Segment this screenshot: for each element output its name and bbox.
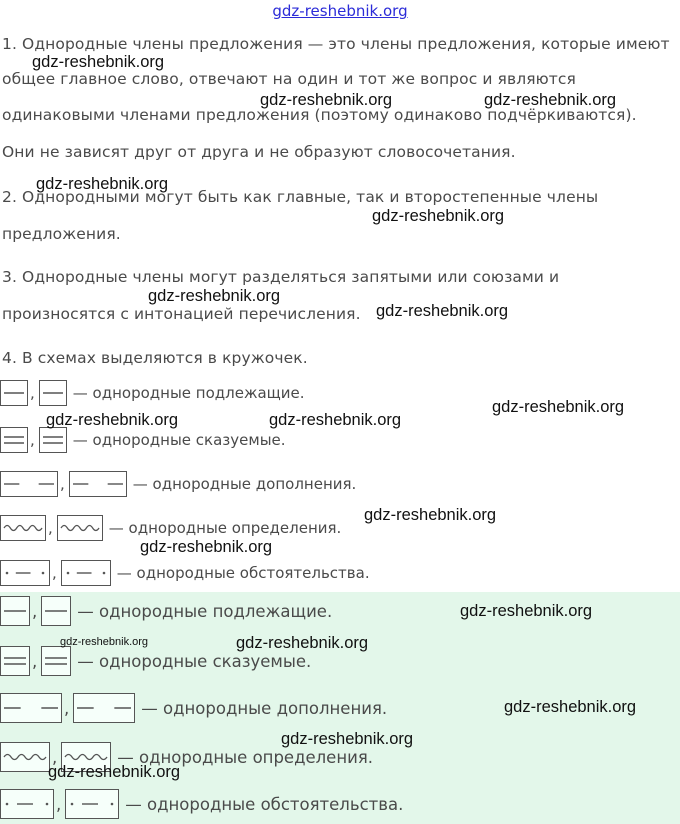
watermark: gdz-reshebnik.org bbox=[484, 91, 617, 109]
scheme-box bbox=[39, 380, 67, 406]
scheme-box bbox=[0, 789, 54, 819]
dashdot-underline-mark bbox=[2, 562, 48, 584]
watermark: gdz-reshebnik.org bbox=[460, 602, 593, 620]
scheme-box bbox=[0, 427, 28, 453]
scheme-separator: , bbox=[32, 601, 38, 621]
scheme-label: — однородные обстоятельства. bbox=[116, 564, 370, 582]
paragraph-1-line-3: одинаковыми членами предложения (поэтому одинаково подчёркиваются). bbox=[2, 106, 637, 124]
scheme-box bbox=[65, 789, 119, 819]
scheme-separator: , bbox=[32, 651, 38, 671]
watermark: gdz-reshebnik.org bbox=[364, 506, 497, 524]
dashdot-underline-mark bbox=[63, 562, 109, 584]
scheme-box bbox=[0, 693, 62, 723]
scheme-box bbox=[69, 471, 127, 497]
double-underline-mark bbox=[2, 429, 26, 451]
watermark: gdz-reshebnik.org bbox=[36, 175, 169, 193]
dashed-underline-mark bbox=[71, 473, 125, 495]
scheme-box bbox=[0, 596, 30, 626]
watermark: gdz-reshebnik.org bbox=[236, 634, 369, 652]
paragraph-3-line-2: предложения. bbox=[2, 225, 121, 243]
dashdot-underline-mark bbox=[67, 791, 117, 817]
scheme-label: — однородные подлежащие. bbox=[72, 384, 305, 402]
scheme-row-dashdot bbox=[0, 560, 370, 586]
paragraph-5-line-1: 4. В схемах выделяются в кружочек. bbox=[2, 349, 308, 367]
scheme-row-dashdot bbox=[0, 789, 403, 819]
watermark: gdz-reshebnik.org bbox=[32, 53, 165, 71]
scheme-box bbox=[0, 646, 30, 676]
single-underline-mark bbox=[2, 598, 28, 624]
scheme-label: — однородные дополнения. bbox=[132, 475, 357, 493]
scheme-separator: , bbox=[52, 564, 57, 582]
wavy-underline-mark bbox=[59, 517, 101, 539]
scheme-box bbox=[39, 427, 67, 453]
watermark: gdz-reshebnik.org bbox=[281, 730, 414, 748]
watermark: gdz-reshebnik.org bbox=[504, 698, 637, 716]
scheme-label: — однородные обстоятельства. bbox=[125, 794, 404, 814]
watermark: gdz-reshebnik.org bbox=[46, 411, 179, 429]
scheme-label: — однородные сказуемые. bbox=[72, 431, 286, 449]
single-underline-mark bbox=[43, 598, 69, 624]
scheme-row-single bbox=[0, 380, 305, 406]
double-underline-mark bbox=[41, 429, 65, 451]
scheme-row-single bbox=[0, 596, 332, 626]
scheme-box bbox=[73, 693, 135, 723]
paragraph-2-line-1: Они не зависят друг от друга и не образуют словосочетания. bbox=[2, 143, 516, 161]
watermark: gdz-reshebnik.org bbox=[260, 91, 393, 109]
paragraph-3-line-1: 2. Однородными могут быть как главные, так и второстепенные члены bbox=[2, 188, 599, 206]
scheme-box bbox=[0, 471, 58, 497]
watermark: gdz-reshebnik.org bbox=[372, 207, 505, 225]
scheme-row-dashed bbox=[0, 471, 356, 497]
paragraph-1-line-1: 1. Однородные члены предложения — это члены предложения, которые имеют bbox=[2, 35, 670, 53]
scheme-row-double bbox=[0, 427, 286, 453]
double-underline-mark bbox=[43, 648, 69, 674]
scheme-separator: , bbox=[60, 475, 65, 493]
scheme-separator: , bbox=[48, 519, 53, 537]
dashdot-underline-mark bbox=[2, 791, 52, 817]
scheme-separator: , bbox=[30, 431, 35, 449]
watermark: gdz-reshebnik.org bbox=[148, 287, 281, 305]
scheme-label: — однородные дополнения. bbox=[141, 698, 388, 718]
scheme-box bbox=[0, 742, 50, 772]
dashed-underline-mark bbox=[2, 473, 56, 495]
watermark: gdz-reshebnik.org bbox=[269, 411, 402, 429]
paragraph-4-line-2: произносятся с интонацией перечисления. bbox=[2, 305, 361, 323]
scheme-box bbox=[41, 596, 71, 626]
scheme-label: — однородные подлежащие. bbox=[77, 601, 333, 621]
paragraph-1-line-2: общее главное слово, отвечают на один и тот же вопрос и являются bbox=[2, 70, 576, 88]
scheme-box bbox=[0, 380, 28, 406]
scheme-box bbox=[0, 515, 46, 541]
scheme-box bbox=[41, 646, 71, 676]
watermark: gdz-reshebnik.org bbox=[140, 538, 273, 556]
scheme-label: — однородные определения. bbox=[117, 747, 374, 767]
double-underline-mark bbox=[2, 648, 28, 674]
watermark: gdz-reshebnik.org bbox=[492, 398, 625, 416]
scheme-box bbox=[0, 560, 50, 586]
scheme-separator: , bbox=[56, 794, 62, 814]
scheme-separator: , bbox=[64, 698, 70, 718]
paragraph-4-line-1: 3. Однородные члены могут разделяться запятыми или союзами и bbox=[2, 268, 560, 286]
scheme-label: — однородные сказуемые. bbox=[77, 651, 312, 671]
site-title[interactable]: gdz-reshebnik.org bbox=[272, 2, 408, 20]
dashed-underline-mark bbox=[75, 695, 133, 721]
wavy-underline-mark bbox=[2, 517, 44, 539]
wavy-underline-mark bbox=[2, 744, 48, 770]
watermark: gdz-reshebnik.org bbox=[376, 302, 509, 320]
scheme-separator: , bbox=[52, 747, 58, 767]
scheme-label: — однородные определения. bbox=[108, 519, 342, 537]
single-underline-mark bbox=[41, 382, 65, 404]
single-underline-mark bbox=[2, 382, 26, 404]
dashed-underline-mark bbox=[2, 695, 60, 721]
watermark: gdz-reshebnik.org bbox=[60, 636, 149, 648]
watermark: gdz-reshebnik.org bbox=[48, 763, 181, 781]
scheme-separator: , bbox=[30, 384, 35, 402]
scheme-row-dashed bbox=[0, 693, 387, 723]
scheme-box bbox=[57, 515, 103, 541]
scheme-box bbox=[61, 560, 111, 586]
